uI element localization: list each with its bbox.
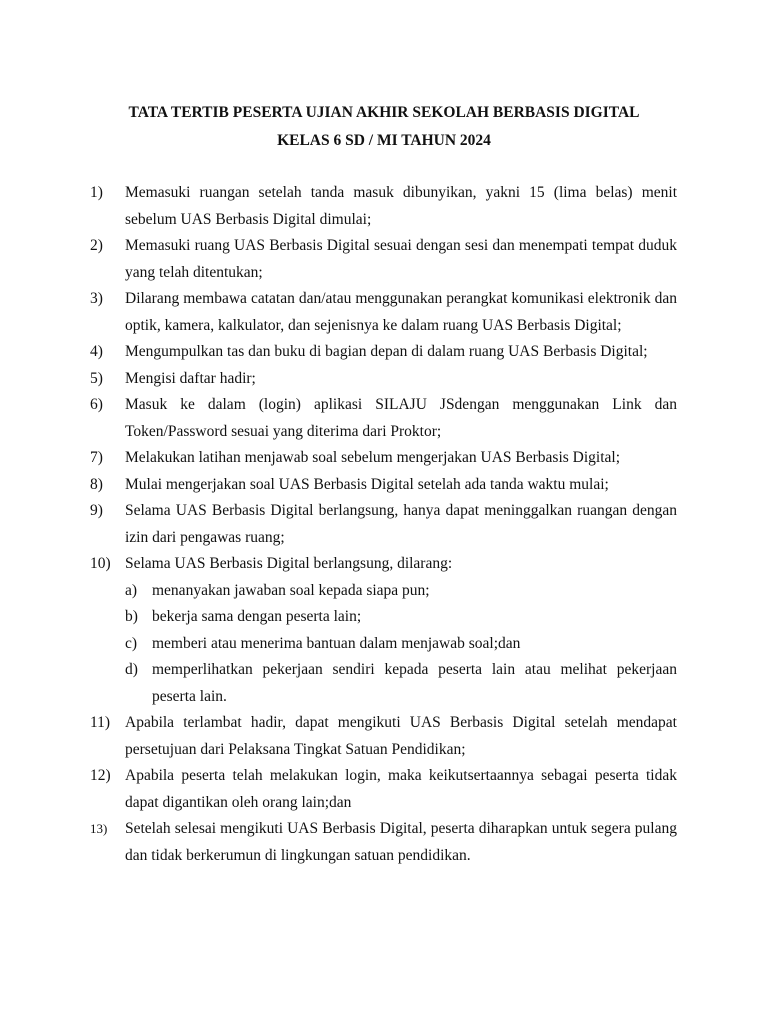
rule-text: Apabila peserta telah melakukan login, maka keikutsertaannya sebagai peserta tidak dapat digantikan oleh orang lain;dan <box>125 767 677 811</box>
rule-number: 7) <box>90 449 103 466</box>
sub-item <box>125 631 677 658</box>
sub-item-text: bekerja sama dengan peserta lain; <box>152 608 362 625</box>
sub-item-text: memperlihatkan pekerjaan sendiri kepada peserta lain atau melihat pekerjaan peserta lain. <box>152 661 677 705</box>
rule-item <box>0 763 768 816</box>
rule-text: Dilarang membawa catatan dan/atau menggunakan perangkat komunikasi elektronik dan optik, kamera, kalkulator, dan sejenisnya ke dalam ruang UAS Berbasis Digital; <box>125 290 677 334</box>
sub-item-text: memberi atau menerima bantuan dalam menjawab soal;dan <box>152 634 521 652</box>
rule-text: Setelah selesai mengikuti UAS Berbasis Digital, peserta diharapkan untuk segera pulang dan tidak berkerumun di lingkungan satuan pendidikan. <box>125 820 677 864</box>
rule-text: Apabila terlambat hadir, dapat mengikuti UAS Berbasis Digital setelah mendapat persetujuan dari Pelaksana Tingkat Satuan Pendidikan; <box>125 714 677 758</box>
rule-item <box>0 392 768 445</box>
rule-text: Melakukan latihan menjawab soal sebelum mengerjakan UAS Berbasis Digital; <box>125 449 621 466</box>
rule-item <box>0 286 768 339</box>
rule-text: Selama UAS Berbasis Digital berlangsung, dilarang: <box>125 555 453 572</box>
sub-item <box>125 604 677 631</box>
rule-text: Mengumpulkan tas dan buku di bagian depan di dalam ruang UAS Berbasis Digital; <box>125 343 648 360</box>
rule-number: 5) <box>90 369 103 387</box>
rule-item <box>0 816 768 869</box>
rule-number: 9) <box>90 502 103 519</box>
rule-number: 10) <box>90 555 111 572</box>
rule-text: Selama UAS Berbasis Digital berlangsung, hanya dapat meninggalkan ruangan dengan izin dari pengawas ruang; <box>125 502 677 546</box>
rule-number: 8) <box>90 475 103 493</box>
rule-item <box>0 472 768 499</box>
rule-text: Masuk ke dalam (login) aplikasi SILAJU JSdengan menggunakan Link dan Token/Password sesuai yang diterima dari Proktor; <box>125 396 677 440</box>
sub-item-letter: d) <box>125 661 138 678</box>
document-subtitle: KELAS 6 SD / MI TAHUN 2024 <box>277 132 491 149</box>
rule-number: 4) <box>90 343 103 360</box>
rule-text: Mulai mengerjakan soal UAS Berbasis Digital setelah ada tanda waktu mulai; <box>125 475 609 493</box>
rule-item <box>0 445 768 472</box>
rule-number: 12) <box>90 767 111 784</box>
rule-text: Memasuki ruang UAS Berbasis Digital sesuai dengan sesi dan menempati tempat duduk yang telah ditentukan; <box>125 237 677 281</box>
rule-text: Memasuki ruangan setelah tanda masuk dibunyikan, yakni 15 (lima belas) menit sebelum UAS Berbasis Digital dimulai; <box>125 184 677 228</box>
rule-number: 13) <box>90 821 108 836</box>
rule-number: 1) <box>90 184 103 201</box>
rule-number: 3) <box>90 290 103 307</box>
rule-number: 6) <box>90 396 103 413</box>
sub-item <box>125 578 677 605</box>
rule-item <box>0 180 768 233</box>
rule-text: Mengisi daftar hadir; <box>125 369 256 387</box>
rule-item <box>0 551 768 578</box>
rule-number: 11) <box>90 714 111 731</box>
rule-number: 2) <box>90 237 103 254</box>
sub-item-letter: c) <box>125 634 138 652</box>
rules-list <box>0 180 768 869</box>
rule-item <box>0 233 768 286</box>
rule-item <box>0 339 768 366</box>
sub-item-text: menanyakan jawaban soal kepada siapa pun; <box>152 581 430 599</box>
rule-item <box>0 366 768 393</box>
sub-item-letter: b) <box>125 608 138 625</box>
sub-item <box>125 657 677 710</box>
document-title: TATA TERTIB PESERTA UJIAN AKHIR SEKOLAH BERBASIS DIGITAL <box>128 104 640 121</box>
sub-item-letter: a) <box>125 581 138 599</box>
rule-item <box>0 710 768 763</box>
rule-item <box>0 498 768 551</box>
